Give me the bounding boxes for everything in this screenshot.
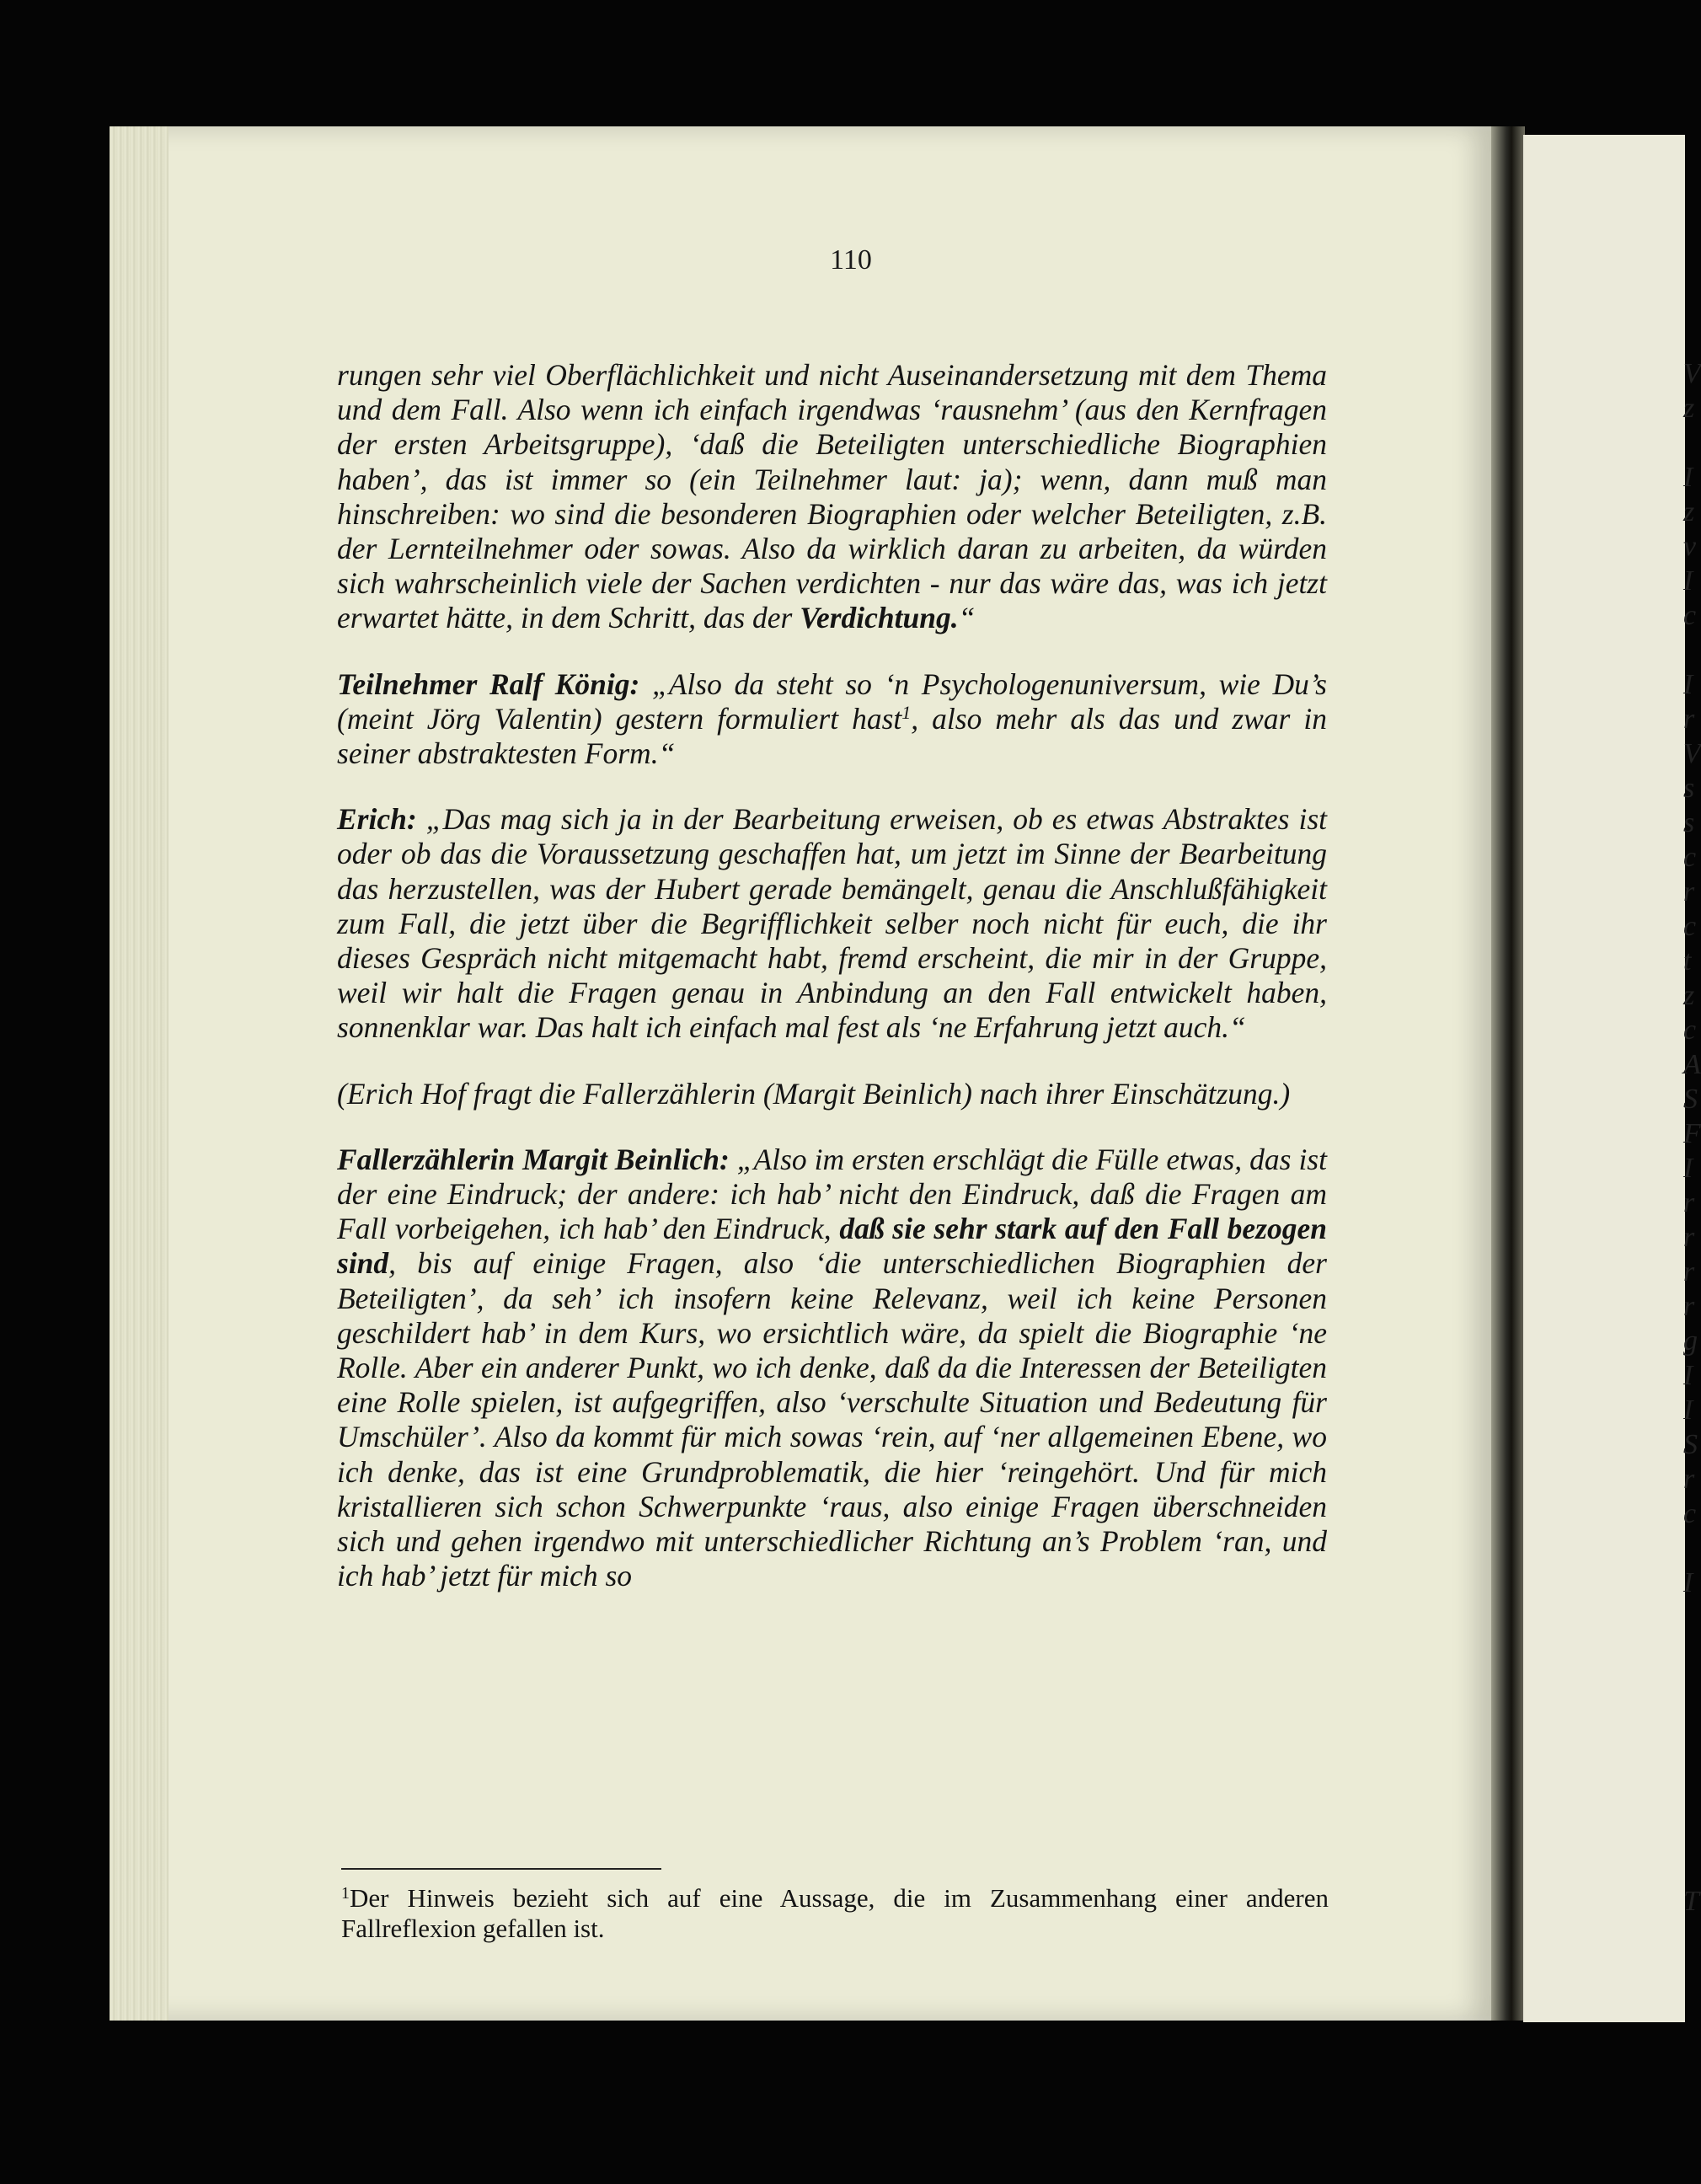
bold-text: Verdichtung. (800, 601, 959, 635)
facing-page-glyph: r (1683, 1222, 1695, 1253)
facing-page-glyph: r (1683, 1464, 1695, 1495)
facing-page-glyph: I (1683, 1360, 1693, 1391)
facing-page-glyph: s (1683, 773, 1695, 804)
facing-page-glyph: c (1683, 1014, 1697, 1046)
facing-page-glyph: A (1683, 1049, 1701, 1080)
facing-page-glyph: c (1683, 911, 1697, 942)
text-run: , bis auf einige Fragen, also ‘die unterschiedlichen Biographien der Beteiligten’, da seh’ ich insofern keine Relevanz, weil ich keine Personen geschildert hab’ in dem Kurs, wo ersichtlich wäre, da spielt die Biographie ‘ne Rolle. Aber ein anderer Punkt, wo ich denke, daß da die Interessen der Beteiligten eine Rolle spielen, ist aufgegriffen, also ‘verschulte Situation und Bedeutung für Umschüler’. Also da kommt für mich sowas ‘rein, auf ‘ner allgemeinen Ebene, wo ich denke, das ist eine Grundproblematik, die hier ‘reingehört. Und für mich kristallieren sich schon Schwerpunkte ‘raus, also einige Fragen überschneiden sich und gehen irgendwo mit unterschiedlicher Richtung an’s Problem ‘ran, und ich hab’ jetzt für mich so (337, 1246, 1327, 1593)
facing-page-glyph: F (1683, 1118, 1701, 1149)
facing-page-glyph: c (1683, 1498, 1697, 1529)
facing-page-glyph: z (1683, 980, 1695, 1011)
page-edges (110, 126, 168, 2021)
facing-page-glyph: I (1683, 462, 1693, 493)
facing-page-glyph: V (1683, 358, 1701, 389)
facing-page-glyph: S (1683, 1084, 1698, 1115)
paragraph (337, 358, 1327, 636)
footnote-reference: 1 (901, 701, 912, 723)
text-run: „Also da steht so ‘n Psychologenuniversum, wie Du’s (meint Jörg Valentin) gestern formuliert hast (337, 666, 1327, 736)
bold-text: daß sie sehr stark auf den Fall bezogen sind (337, 1212, 1327, 1281)
facing-page-glyph: V (1683, 738, 1701, 769)
facing-page-glyph: g (1683, 1325, 1698, 1357)
facing-page-glyph: c (1683, 600, 1697, 631)
bold-text: Erich: (337, 802, 417, 837)
facing-page-glyph: c (1683, 842, 1697, 873)
footnote-marker: 1 (341, 1884, 350, 1903)
book-gutter (1491, 126, 1525, 2021)
text-run: (Erich Hof fragt die Fallerzählerin (Margit Beinlich) nach ihrer Einschätzung.) (337, 1076, 1291, 1111)
paragraph (337, 667, 1327, 772)
page-number-text: 110 (830, 244, 872, 276)
facing-page-glyph: I (1683, 669, 1693, 700)
facing-page-glyph: r (1683, 1187, 1695, 1218)
body-text (337, 358, 1327, 1625)
text-run: „Also im ersten erschlägt die Fülle etwas, das ist der eine Eindruck; der andere: ich hab’ nicht den Eindruck, daß die Fragen am Fall vorbeigehen, ich hab’ den Eindruck, (337, 1142, 1327, 1246)
facing-page-glyph: S (1683, 1429, 1698, 1460)
facing-page-glyph: v (1683, 531, 1697, 562)
facing-page-glyph: t (1683, 945, 1692, 977)
text-run: , also mehr als das und zwar in seiner abstraktesten Form.“ (337, 701, 1327, 771)
bold-text: Teilnehmer Ralf König: (337, 666, 640, 701)
facing-page-glyph: s (1683, 807, 1695, 838)
facing-page-glyph: I (1683, 1153, 1693, 1184)
facing-page-glyph: I (1683, 1567, 1693, 1598)
page-number (0, 244, 1685, 276)
facing-page-glyph: I (1683, 565, 1693, 597)
facing-page-glyph: z (1683, 496, 1695, 527)
facing-page-glyph: T (1683, 1886, 1699, 1917)
paragraph (337, 1143, 1327, 1594)
paragraph (337, 1077, 1327, 1111)
facing-page-glyph: r (1683, 876, 1695, 907)
footnote-text: Der Hinweis bezieht sich auf eine Aussage, die im Zusammenhang einer anderen Fallreflexion gefallen ist. (341, 1883, 1329, 1943)
facing-page (1523, 135, 1685, 2022)
footnote-rule (341, 1868, 661, 1870)
bold-text: Fallerzählerin Margit Beinlich: (337, 1142, 730, 1176)
footnote (341, 1883, 1329, 1944)
facing-page-glyph: r (1683, 704, 1695, 735)
facing-page-glyph: z (1683, 393, 1695, 424)
facing-page-glyph: r (1683, 1291, 1695, 1322)
facing-page-glyph: I (1683, 1394, 1693, 1426)
facing-page-glyph: r (1683, 1256, 1695, 1287)
text-run: “ (958, 601, 976, 635)
text-run: rungen sehr viel Oberflächlichkeit und nicht Auseinandersetzung mit dem Thema und dem Fall. Also wenn ich einfach irgendwas ‘rausnehm’ (aus den Kernfragen der ersten Arbeitsgruppe), ‘daß die Beteiligten unterschiedliche Biographien haben’, das ist immer so (ein Teilnehmer laut: ja); wenn, dann muß man hinschreiben: wo sind die besonderen Biographien oder welcher Beteiligten, z.B. der Lernteilnehmer oder sowas. Also da wirklich daran zu arbeiten, da würden sich wahrscheinlich viele der Sachen verdichten - nur das wäre das, was ich jetzt erwartet hätte, in dem Schritt, das der (337, 358, 1327, 635)
text-run: „Das mag sich ja in der Bearbeitung erweisen, ob es etwas Abstraktes ist oder ob das die Voraussetzung geschaffen hat, um jetzt im Sinne der Bearbeitung das herzustellen, was der Hubert gerade bemängelt, genau die Anschlußfähigkeit zum Fall, die jetzt über die Begrifflichkeit selber noch nicht für euch, die ihr dieses Gespräch nicht mitgemacht habt, fremd erscheint, die mir in der Gruppe, weil wir halt die Fragen genau in Anbindung an den Fall entwickelt haben, sonnenklar war. Das halt ich einfach mal fest als ‘ne Erfahrung jetzt auch.“ (337, 802, 1327, 1045)
paragraph (337, 802, 1327, 1045)
